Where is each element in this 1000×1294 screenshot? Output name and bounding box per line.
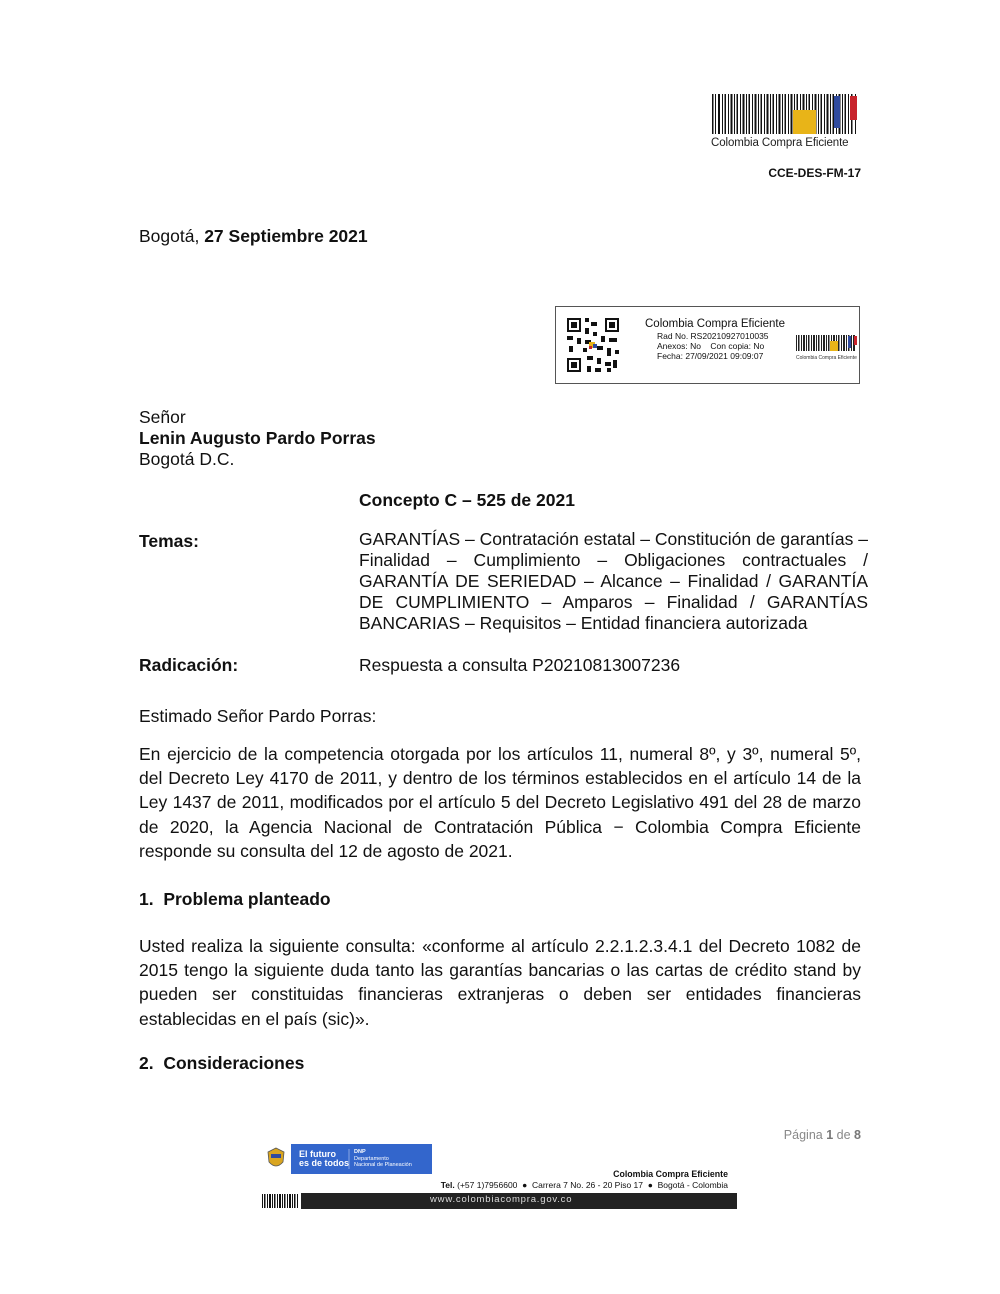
section-heading-problema: 1. Problema planteado bbox=[139, 889, 331, 909]
footer-dnp-line2: Departamento bbox=[354, 1155, 389, 1162]
stamp-rad-number: Rad No. RS20210927010035 bbox=[657, 331, 769, 341]
footer-logo-line1: El futuro bbox=[299, 1149, 336, 1159]
stamp-barcode bbox=[796, 335, 858, 361]
radicacion-label: Radicación: bbox=[139, 655, 239, 675]
footer-org: Colombia Compra Eficiente bbox=[613, 1169, 728, 1179]
page-prefix: Página bbox=[783, 1128, 823, 1142]
concepto-title: Concepto C – 525 de 2021 bbox=[359, 490, 575, 510]
addressee-name: Lenin Augusto Pardo Porras bbox=[139, 428, 376, 448]
paragraph-consulta: Usted realiza la siguiente consulta: «conforme al artículo 2.2.1.2.3.4.1 del Decreto 1082 de 2015 tengo la siguiente duda tanto las garantías bancarias o las cartas de crédito stand by pueden ser constituidas financieras extranjeras o deben ser entidades financieras establecidas en el país (sic)». bbox=[139, 936, 861, 1029]
footer-gov-logo bbox=[261, 1144, 432, 1174]
logo-text: Colombia Compra Eficiente bbox=[711, 137, 849, 149]
addressee-salutation: Señor bbox=[139, 407, 186, 427]
footer-dnp-line3: Nacional de Planeación bbox=[354, 1162, 412, 1168]
footer-url[interactable]: www.colombiacompra.gov.co bbox=[430, 1194, 573, 1205]
radicado-stamp bbox=[555, 306, 860, 384]
temas-body bbox=[359, 529, 868, 634]
temas-text: GARANTÍAS – Contratación estatal – Constitución de garantías – Finalidad – Cumplimiento – Obligaciones contractuales / GARANTÍA DE SERIEDAD – Alcance – Finalidad / GARANTÍA DE CUMPLIMIENTO – Amparos – Finalidad / GARANTÍAS BANCARIAS – Requisitos – Entidad financiera autorizada bbox=[359, 529, 868, 633]
greeting: Estimado Señor Pardo Porras: bbox=[139, 706, 377, 726]
stamp-fecha: Fecha: 27/09/2021 09:09:07 bbox=[657, 351, 764, 361]
stamp-barcode-caption: Colombia Compra Eficiente bbox=[796, 355, 857, 361]
qr-code-icon bbox=[565, 316, 621, 374]
stamp-org: Colombia Compra Eficiente bbox=[645, 318, 785, 330]
addressee bbox=[139, 405, 376, 468]
date-value: 27 Septiembre 2021 bbox=[204, 226, 368, 246]
footer-dnp: DNP bbox=[354, 1149, 366, 1155]
stamp-anexos: Anexos: No Con copia: No bbox=[657, 341, 765, 351]
footer-contact-text: (+57 1)7956600 ● Carrera 7 No. 26 - 20 Piso 17 ● Bogotá - Colombia bbox=[457, 1180, 728, 1190]
page-number bbox=[700, 1128, 861, 1142]
barcode-icon bbox=[796, 335, 858, 351]
addressee-city: Bogotá D.C. bbox=[139, 449, 235, 469]
temas-label: Temas: bbox=[139, 531, 199, 551]
page-current: 1 bbox=[826, 1128, 834, 1142]
date-line bbox=[139, 224, 368, 248]
page-sep: de bbox=[836, 1128, 851, 1142]
footer-tel-label: Tel. bbox=[440, 1180, 455, 1190]
radicacion-text: Respuesta a consulta P20210813007236 bbox=[359, 655, 681, 675]
footer-logo-line2: es de todos bbox=[299, 1158, 350, 1168]
paragraph-competencia: En ejercicio de la competencia otorgada por los artículos 11, numeral 8º, y 3º, numeral 5º, del Decreto Ley 4170 de 2011, y dentro de los términos establecidos en el artículo 14 de la Ley 1437 de 2011, modificados por el artículo 5 del Decreto Legislativo 491 del 28 de marzo de 2020, la Agencia Nacional de Contratación Pública − Colombia Compra Eficiente responde su consulta del 12 de agosto de 2021. bbox=[139, 744, 861, 861]
footer-contact bbox=[430, 1180, 728, 1190]
page-total: 8 bbox=[854, 1128, 861, 1142]
section-heading-consideraciones: 2. Consideraciones bbox=[139, 1053, 305, 1073]
date-city: Bogotá, bbox=[139, 226, 200, 246]
form-code: CCE-DES-FM-17 bbox=[768, 166, 861, 180]
